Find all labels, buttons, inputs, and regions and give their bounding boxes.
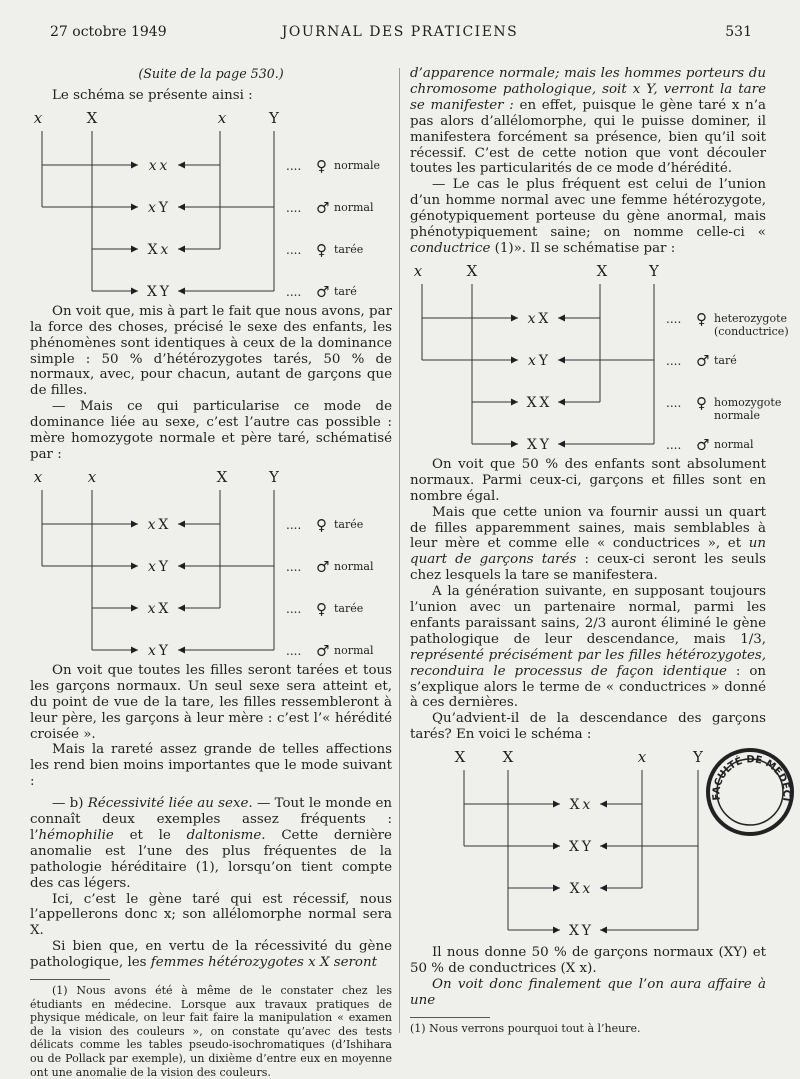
parent-allele: X bbox=[86, 108, 98, 127]
phenotype-label: normal bbox=[334, 200, 374, 214]
sex-symbol: ♂ bbox=[316, 198, 330, 217]
sex-symbol: ♂ bbox=[316, 282, 330, 301]
parent-allele: X bbox=[466, 261, 478, 280]
arrow-head bbox=[131, 562, 138, 569]
parent-allele: x bbox=[33, 467, 43, 486]
leader-dots: .... bbox=[286, 200, 302, 215]
offspring-genotype: X Y bbox=[568, 839, 592, 856]
paragraph: — Le cas le plus fréquent est celui de l’union d’un homme normal avec une femme hétérozygote, génotypiquement porteuse du gène anormal, mais phénotypiquement saine; on nomme celle-ci « conductrice (1)». Il se schématise par : bbox=[410, 177, 766, 256]
page-number: 531 bbox=[725, 24, 752, 40]
arrow-head bbox=[600, 801, 607, 808]
offspring-genotype: X X bbox=[526, 394, 550, 411]
stamp-text: FACULTÉ DE MÉDECI bbox=[711, 754, 792, 802]
phenotype-label: tarée bbox=[334, 601, 364, 615]
sex-symbol: ♀ bbox=[316, 515, 327, 534]
offspring-genotype: X x bbox=[569, 881, 591, 898]
arrow-head bbox=[131, 203, 138, 210]
intro-text: Le schéma se présente ainsi : bbox=[52, 87, 253, 103]
paragraph: Qu’advient-il de la descendance des garçons tarés? En voici le schéma : bbox=[410, 711, 766, 743]
paragraph: d’apparence normale; mais les hommes porteurs du chromosome pathologique, soit x Y, verront la tare se manifester : en effet, puisque le gène taré x n’a pas alors d’allélomorphe, qui le puisse dominer, il manifestera forcément sa présence, bien qu’il soit récessif. C’est de cette notion que vont découler toutes les particularités de ce mode d’hérédité. bbox=[410, 66, 766, 177]
offspring-genotype: X x bbox=[147, 241, 169, 258]
footnote: (1) Nous verrons pourquoi tout à l’heure. bbox=[410, 1021, 641, 1035]
arrow-head bbox=[600, 843, 607, 850]
offspring-genotype: x X bbox=[147, 516, 169, 533]
offspring-genotype: X Y bbox=[568, 923, 592, 940]
leader-dots: .... bbox=[286, 643, 302, 658]
offspring-genotype: X Y bbox=[146, 283, 170, 300]
arrow-head bbox=[600, 885, 607, 892]
column-rule bbox=[399, 68, 400, 1033]
paragraph: Mais la rareté assez grande de telles affections les rend bien moins importantes que le mode suivant : bbox=[30, 742, 392, 790]
leader-dots: .... bbox=[286, 601, 302, 616]
arrow-head bbox=[558, 440, 565, 447]
arrow-head bbox=[553, 801, 560, 808]
leader-dots: .... bbox=[666, 437, 682, 452]
arrow-head bbox=[511, 440, 518, 447]
arrow-head bbox=[178, 161, 185, 168]
footnote-rule bbox=[410, 1017, 490, 1018]
library-stamp bbox=[704, 742, 796, 842]
paragraph: — b) Récessivité liée au sexe. — Tout le monde en connaît deux exemples assez fréquents : l’hémophilie et le daltonisme. Cette dernière anomalie est l’une des plus fréquentes de la pathologie héréditaire (1), lorsqu’on tient compte des cas légers. bbox=[30, 796, 392, 891]
offspring-genotype: x Y bbox=[528, 352, 548, 369]
right-column bbox=[410, 66, 789, 1035]
paragraph: On voit que 50 % des enfants sont absolument normaux. Parmi ceux-ci, garçons et filles sont en nombre égal. bbox=[410, 456, 766, 504]
arrow-head bbox=[178, 604, 185, 611]
arrow-head bbox=[600, 927, 607, 934]
leader-dots: .... bbox=[666, 311, 682, 326]
arrow-head bbox=[511, 356, 518, 363]
parent-allele: x bbox=[217, 108, 227, 127]
running-header bbox=[0, 24, 800, 44]
phenotype-label: tarée bbox=[334, 517, 364, 531]
arrow-head bbox=[553, 885, 560, 892]
sex-symbol: ♀ bbox=[316, 599, 327, 618]
leader-dots: .... bbox=[286, 284, 302, 299]
phenotype-label: normal bbox=[714, 437, 754, 451]
phenotype-label: taré bbox=[714, 353, 737, 367]
phenotype-label: tarée bbox=[334, 242, 364, 256]
parent-allele: Y bbox=[693, 748, 703, 767]
phenotype-label: normale bbox=[334, 158, 380, 172]
arrow-head bbox=[131, 604, 138, 611]
paragraph: On voit que toutes les filles seront tarées et tous les garçons normaux. Un seul sexe sera atteint et, du point de vue de la tare, les filles ressembleront à leur père, les garçons à leur mère : c’est l’« hérédité croisée ». bbox=[30, 662, 392, 742]
sex-symbol: ♀ bbox=[316, 240, 327, 259]
offspring-genotype: x Y bbox=[148, 642, 168, 659]
arrow-head bbox=[131, 646, 138, 653]
phenotype-label: normale bbox=[714, 408, 760, 422]
leader-dots: .... bbox=[286, 559, 302, 574]
arrow-head bbox=[178, 520, 185, 527]
arrow-head bbox=[178, 287, 185, 294]
offspring-genotype: x Y bbox=[148, 199, 168, 216]
arrow-head bbox=[511, 314, 518, 321]
offspring-genotype: x X bbox=[527, 310, 549, 327]
sex-symbol: ♀ bbox=[696, 309, 707, 328]
arrow-head bbox=[131, 161, 138, 168]
arrow-head bbox=[558, 356, 565, 363]
parent-allele: x bbox=[637, 748, 647, 767]
paragraph: Ici, c’est le gène taré qui est récessif, nous l’appellerons donc x; son allélomorphe normal sera X. bbox=[30, 891, 392, 939]
phenotype-label: homozygote bbox=[714, 395, 782, 409]
parent-allele: x bbox=[87, 467, 97, 486]
parent-allele: Y bbox=[649, 261, 659, 280]
left-column bbox=[30, 66, 392, 1079]
parent-allele: X bbox=[596, 261, 608, 280]
parent-allele: x bbox=[413, 261, 423, 280]
paragraph: — Mais ce qui particularise ce mode de dominance liée au sexe, c’est l’autre cas possible : mère homozygote normale et père taré, schématisé par : bbox=[30, 399, 392, 462]
arrow-head bbox=[553, 843, 560, 850]
arrow-head bbox=[178, 203, 185, 210]
paragraph: On voit donc finalement que l’on aura affaire à une bbox=[410, 977, 766, 1008]
arrow-head bbox=[178, 245, 185, 252]
arrow-head bbox=[178, 562, 185, 569]
offspring-genotype: x X bbox=[147, 600, 169, 617]
paragraph: A la génération suivante, en supposant toujours l’union avec un partenaire normal, parmi les enfants paraissant sains, 2/3 auront éliminé le gène pathologique de leur descendance, mais 1/3, représenté précisément par les filles hétérozygotes, reconduira le processus de façon identique : on s’explique alors le terme de « conductrices » donné à ces dernières. bbox=[410, 584, 767, 711]
arrow-head bbox=[553, 927, 560, 934]
phenotype-label: heterozygote bbox=[714, 311, 788, 325]
arrow-head bbox=[178, 646, 185, 653]
pedigree-diagram-2 bbox=[30, 466, 392, 661]
arrow-head bbox=[511, 398, 518, 405]
paragraph: On voit que, mis à part le fait que nous avons, par la force des choses, précisé le sexe des enfants, les phénomènes sont identiques à ceux de la dominance simple : 50 % d’hétérozygotes tarés, 50 % de normaux, avec, pour chacun, autant de garçons que de filles. bbox=[30, 303, 392, 399]
parent-allele: x bbox=[33, 108, 43, 127]
offspring-genotype: x Y bbox=[148, 558, 168, 575]
continued-note: (Suite de la page 530.) bbox=[138, 66, 284, 81]
arrow-head bbox=[558, 314, 565, 321]
footnote-rule bbox=[30, 979, 110, 980]
parent-allele: X bbox=[216, 467, 228, 486]
leader-dots: .... bbox=[286, 242, 302, 257]
parent-allele: Y bbox=[269, 467, 279, 486]
sex-symbol: ♂ bbox=[696, 435, 710, 454]
leader-dots: .... bbox=[666, 353, 682, 368]
leader-dots: .... bbox=[286, 517, 302, 532]
footnote: (1) Nous avons été à même de le constater chez les étudiants en médecine. Lorsque aux travaux pratiques de physique médicale, on leur fait faire la manipulation « examen de la vision des couleurs », on constate qu’avec des tests délicats comme les tables pseudo-isochromatiques (d’Ishihara ou de Pollack par exemple), un dixième d’entre eux en moyenne ont une anomalie de la vision des couleurs. bbox=[30, 984, 392, 1079]
leader-dots: .... bbox=[666, 395, 682, 410]
sex-symbol: ♂ bbox=[316, 641, 330, 660]
phenotype-label: normal bbox=[334, 643, 374, 657]
sex-symbol: ♂ bbox=[696, 351, 710, 370]
parent-allele: X bbox=[454, 748, 466, 767]
sex-symbol: ♂ bbox=[316, 557, 330, 576]
sex-symbol: ♀ bbox=[316, 156, 327, 175]
arrow-head bbox=[558, 398, 565, 405]
paragraph: Mais que cette union va fournir aussi un quart de filles apparemment saines, mais semblables à leur mère et comme elle « conductrices », et un quart de garçons tarés : ceux-ci seront les seuls chez lesquels la tare se manifestera. bbox=[410, 504, 766, 584]
offspring-genotype: x x bbox=[148, 157, 168, 174]
phenotype-label: taré bbox=[334, 284, 357, 298]
leader-dots: .... bbox=[286, 158, 302, 173]
paragraph: Si bien que, en vertu de la récessivité du gène pathologique, les femmes hétérozygotes x X seront bbox=[30, 939, 392, 971]
pedigree-diagram-3 bbox=[410, 260, 789, 455]
offspring-genotype: X Y bbox=[526, 436, 550, 453]
arrow-head bbox=[131, 287, 138, 294]
journal-title: JOURNAL DES PRATICIENS bbox=[281, 24, 519, 40]
header-date: 27 octobre 1949 bbox=[50, 24, 167, 40]
arrow-head bbox=[131, 245, 138, 252]
parent-allele: X bbox=[502, 748, 514, 767]
phenotype-label: normal bbox=[334, 559, 374, 573]
pedigree-diagram-1 bbox=[30, 107, 392, 302]
phenotype-label: (conductrice) bbox=[714, 324, 789, 338]
parent-allele: Y bbox=[269, 108, 279, 127]
offspring-genotype: X x bbox=[569, 797, 591, 814]
arrow-head bbox=[131, 520, 138, 527]
paragraph: Il nous donne 50 % de garçons normaux (XY) et 50 % de conductrices (X x). bbox=[410, 945, 766, 977]
sex-symbol: ♀ bbox=[696, 393, 707, 412]
